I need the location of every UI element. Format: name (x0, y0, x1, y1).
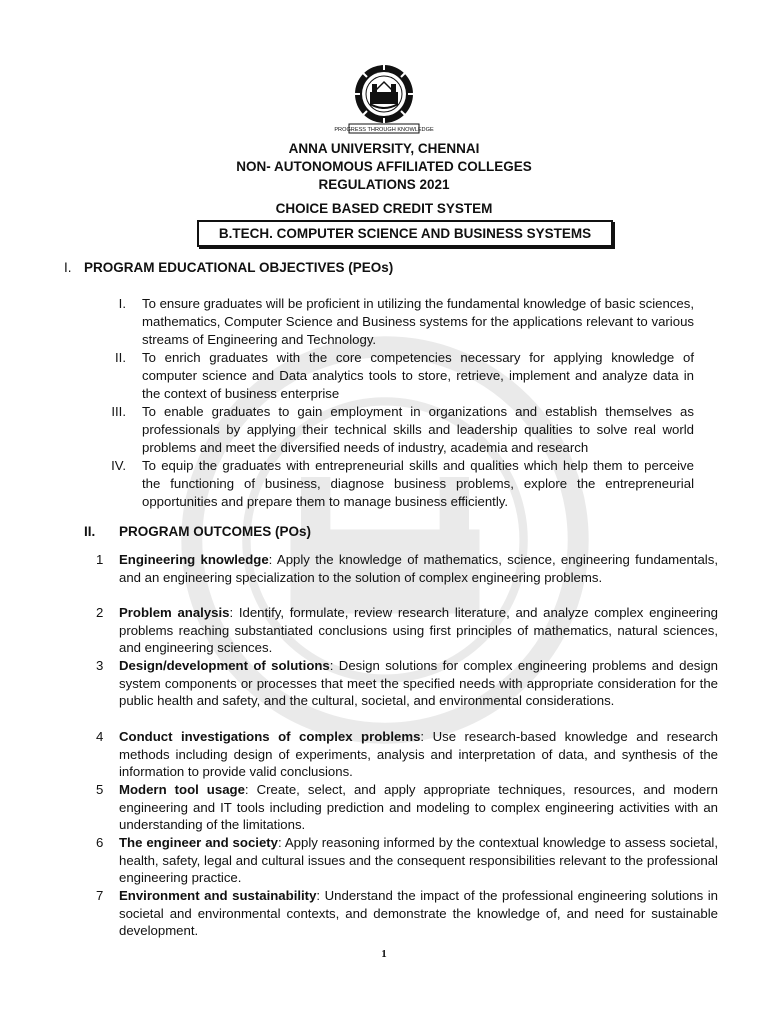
po-term: Design/development of solutions (119, 658, 330, 673)
po-item (96, 657, 718, 710)
po-term: Engineering knowledge (119, 552, 269, 567)
po-body (119, 551, 718, 586)
po-text: : Apply the knowledge of mathematics, science, engineering fundamentals, and an engineering specialization to the solution of complex engineering problems. (119, 552, 718, 585)
po-term: The engineer and society (119, 835, 279, 850)
peo-numeral: II. (115, 350, 126, 365)
po-text: : Understand the impact of the professional engineering solutions in societal and environmental contexts, and demonstrate the knowledge of, and need for sustainable development. (119, 888, 719, 939)
po-item (96, 834, 718, 887)
po-number: 4 (96, 729, 104, 744)
po-body (119, 657, 718, 710)
peo-numeral: III. (111, 404, 126, 419)
po-number: 2 (96, 605, 104, 620)
university-name: ANNA UNIVERSITY, CHENNAI (288, 141, 480, 156)
po-body (119, 887, 718, 940)
program-title-box: B.TECH. COMPUTER SCIENCE AND BUSINESS SYSTEMS (197, 220, 613, 247)
peo-item (96, 295, 694, 348)
po-item (96, 887, 718, 940)
po-term: Problem analysis (119, 605, 230, 620)
po-text: : Apply reasoning informed by the contextual knowledge to assess societal, health, safety, legal and cultural issues and the consequent responsibilities relevant to the professional engineering practice. (119, 835, 719, 886)
peo-numeral: I. (118, 296, 126, 311)
peo-item (96, 403, 694, 456)
page-number: 1 (381, 948, 387, 960)
po-item (96, 551, 718, 586)
po-item (96, 728, 718, 781)
section-number: II. (84, 524, 96, 539)
po-number: 6 (96, 835, 104, 850)
po-term: Conduct investigations of complex problems (119, 729, 421, 744)
po-text: : Create, select, and apply appropriate techniques, resources, and modern engineering and IT tools including prediction and modeling to complex engineering activities with an understanding of the limitations. (119, 782, 718, 833)
po-text: : Design solutions for complex engineering problems and design system components or processes that meet the specified needs with appropriate consideration for the public health and safety, and the cultural, societal, and environmental considerations. (119, 658, 718, 709)
anna-university-logo (334, 62, 434, 136)
peo-item (96, 457, 694, 510)
credit-system-heading: CHOICE BASED CREDIT SYSTEM (275, 201, 493, 216)
section-title: PROGRAM OUTCOMES (POs) (119, 524, 312, 539)
peo-text: To enrich graduates with the core competencies necessary for applying knowledge of computer science and Data analytics tools to store, retrieve, implement and analyze data in the context of business enterprise (142, 350, 694, 401)
section-number: I. (64, 260, 72, 275)
peo-text: To equip the graduates with entrepreneurial skills and qualities which help them to perceive the functioning of business, diagnose business problems, explore the entrepreneurial opportunities and prepare them to manage business efficiently. (142, 458, 694, 509)
po-body (119, 604, 718, 657)
regulations-heading: REGULATIONS 2021 (318, 177, 450, 192)
peo-text: To ensure graduates will be proficient in utilizing the fundamental knowledge of basic sciences, mathematics, Computer Science and Business systems for the applications relevant to various streams of Engineering and Technology. (142, 296, 694, 347)
po-body (119, 834, 718, 887)
po-body (119, 781, 718, 834)
po-text: : Identify, formulate, review research literature, and analyze complex engineering problems reaching substantiated conclusions using first principles of mathematics, natural sciences, and engineering sciences. (119, 605, 718, 656)
po-item (96, 604, 718, 657)
svg-text:PROGRESS THROUGH KNOWLEDGE: PROGRESS THROUGH KNOWLEDGE (334, 127, 434, 133)
po-section-heading (84, 523, 311, 541)
po-term: Modern tool usage (119, 782, 245, 797)
peo-text: To enable graduates to gain employment in organizations and establish themselves as professionals by applying their technical skills and leadership qualities to solve real world problems and meet the diversified needs of industry, academia and research (142, 404, 694, 455)
peo-section-heading (64, 259, 393, 277)
po-number: 7 (96, 888, 104, 903)
po-number: 1 (96, 552, 104, 567)
po-item (96, 781, 718, 834)
peo-numeral: IV. (111, 458, 126, 473)
peo-item (96, 349, 694, 402)
po-number: 5 (96, 782, 104, 797)
section-title: PROGRAM EDUCATIONAL OBJECTIVES (PEOs) (84, 260, 394, 275)
po-number: 3 (96, 658, 104, 673)
po-term: Environment and sustainability (119, 888, 317, 903)
po-text: : Use research-based knowledge and research methods including design of experiments, analysis and interpretation of data, and synthesis of the information to provide valid conclusions. (119, 729, 718, 780)
po-body (119, 728, 718, 781)
colleges-heading: NON- AUTONOMOUS AFFILIATED COLLEGES (236, 159, 532, 174)
